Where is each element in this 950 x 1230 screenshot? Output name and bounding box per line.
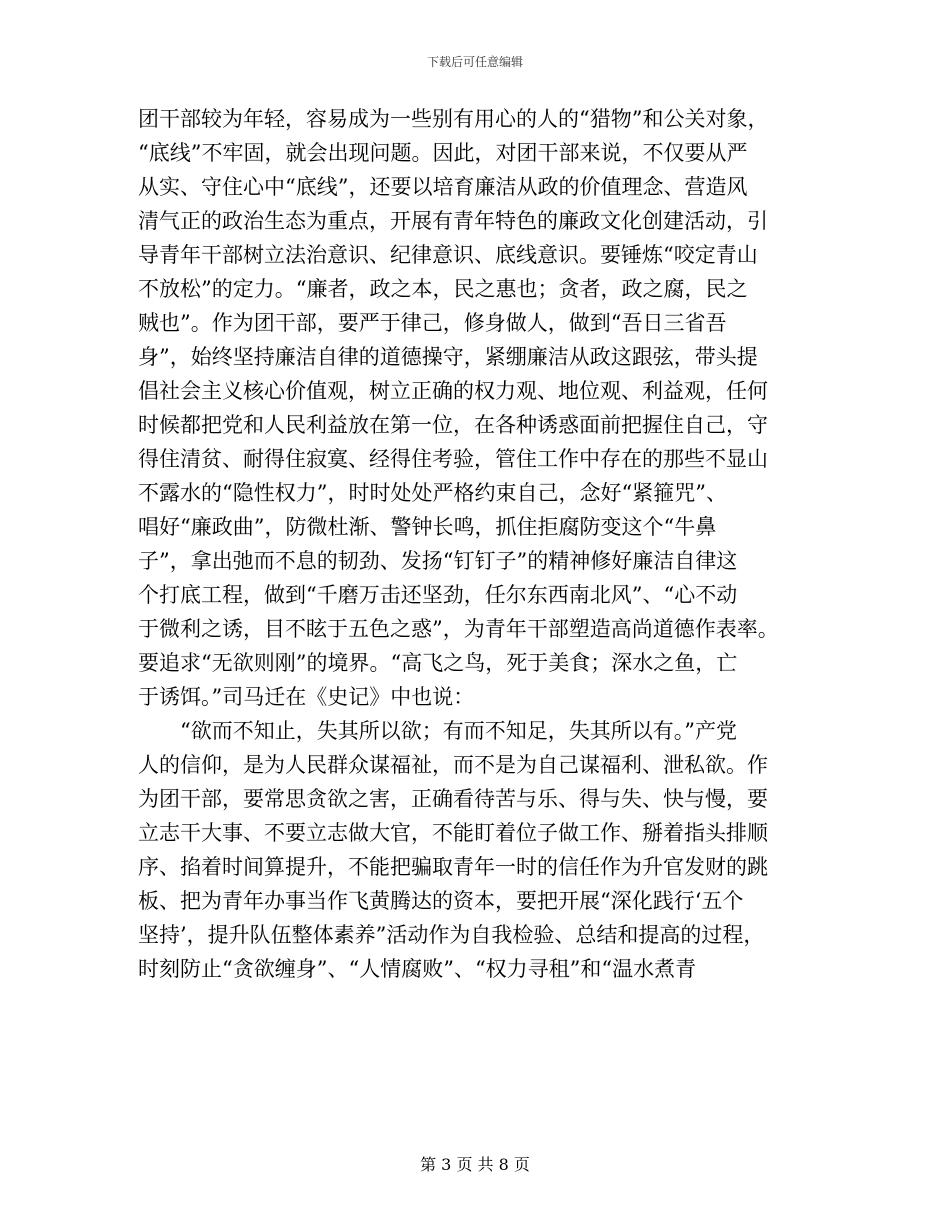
text-line: 不放松”的定力。“廉者，政之本，民之惠也；贪者，政之腐，民之 [138, 277, 748, 301]
text-line: 团干部较为年轻，容易成为一些别有用心的人的“猎物”和公关对象， [138, 107, 769, 131]
text-line: 贼也”。作为团干部，要严于律己，修身做人，做到“吾日三省吾 [138, 311, 727, 335]
text-line: 子”，拿出弛而不息的韧劲、发扬“钉钉子”的精神修好廉洁自律这 [138, 549, 738, 573]
text-line-paragraph-start: “欲而不知止，失其所以欲；有而不知足，失其所以有。”产党 [180, 719, 737, 743]
text-line: 不露水的“隐性权力”，时时处处严格约束自己，念好“紧箍咒”、 [138, 481, 727, 505]
text-line: 身”，始终坚持廉洁自律的道德操守，紧绷廉洁从政这跟弦，带头提 [138, 345, 758, 369]
text-line: 板、把为青年办事当作飞黄腾达的资本，要把开展“深化践行‘五个 [138, 889, 744, 913]
text-line: 于诱饵。”司马迁在《史记》中也说： [138, 685, 475, 709]
text-line: 清气正的政治生态为重点，开展有青年特色的廉政文化创建活动，引 [138, 209, 768, 233]
text-line: 唱好“廉政曲”，防微杜渐、警钟长鸣，抓住拒腐防变这个“牛鼻 [138, 515, 717, 539]
text-line: 倡社会主义核心价值观，树立正确的权力观、地位观、利益观，任何 [138, 379, 768, 403]
text-line: 时刻防止“贪欲缠身”、“人情腐败”、“权力寻租”和“温水煮青 [138, 957, 697, 981]
document-body [138, 102, 814, 986]
text-line: 立志干大事、不要立志做大官，不能盯着位子做工作、掰着指头排顺 [138, 821, 768, 845]
text-line: 坚持’，提升队伍整体素养”活动作为自我检验、总结和提高的过程， [138, 923, 765, 947]
text-line: 从实、守住心中“底线”，还要以培育廉洁从政的价值理念、营造风 [138, 175, 748, 199]
text-line: 个打底工程，做到“千磨万击还坚劲，任尔东西南北风”、“心不动 [138, 583, 738, 607]
text-line: 要追求“无欲则刚”的境界。“高飞之鸟，死于美食；深水之鱼，亡 [138, 651, 738, 675]
page-header: 下载后可任意编辑 [426, 55, 523, 69]
text-line: 序、掐着时间算提升，不能把骗取青年一时的信任作为升官发财的跳 [138, 855, 768, 879]
text-line: 时候都把党和人民利益放在第一位，在各种诱惑面前把握住自己，守 [138, 413, 768, 437]
text-line: 导青年干部树立法治意识、纪律意识、底线意识。要锤炼“咬定青山 [138, 243, 758, 267]
page-number: 第 3 页 共 8 页 [420, 1155, 530, 1174]
text-line: 为团干部，要常思贪欲之害，正确看待苦与乐、得与失、快与慢，要 [138, 787, 768, 811]
text-line: “底线”不牢固，就会出现问题。因此，对团干部来说，不仅要从严 [138, 141, 748, 165]
text-line: 得住清贫、耐得住寂寞、经得住考验，管住工作中存在的那些不显山 [138, 447, 768, 471]
text-line: 人的信仰，是为人民群众谋福祉，而不是为自己谋福利、泄私欲。作 [138, 753, 768, 777]
text-line: 于微利之诱，目不眩于五色之惑”，为青年干部塑造高尚道德作表率。 [138, 617, 779, 641]
